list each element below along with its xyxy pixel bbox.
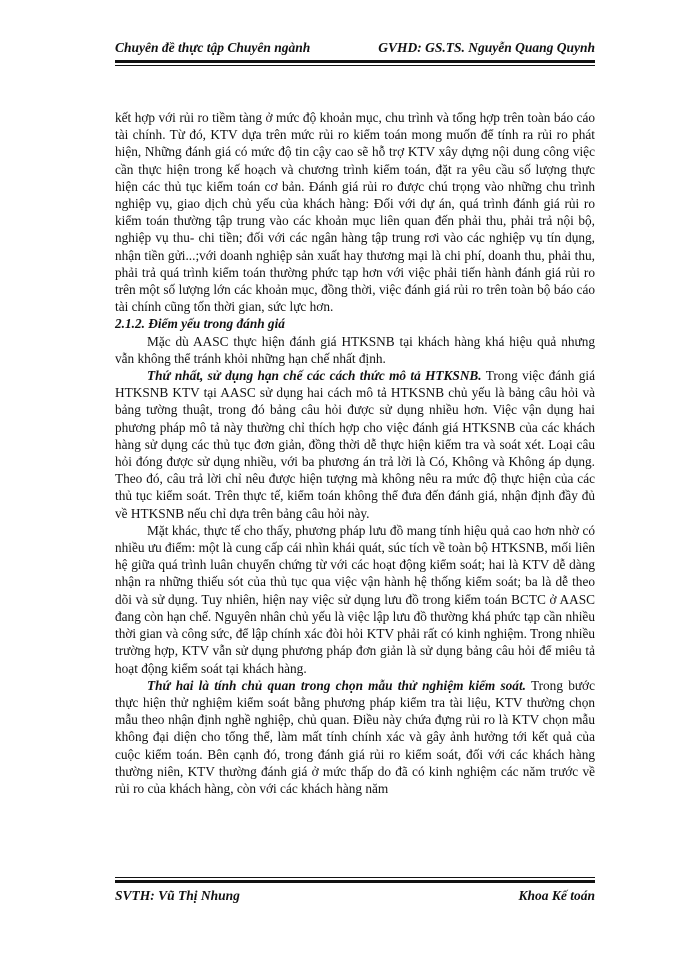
section-heading: 2.1.2. Điểm yếu trong đánh giá bbox=[115, 316, 285, 332]
header-title: Chuyên đề thực tập Chuyên ngành bbox=[115, 40, 311, 55]
paragraph-5-text: Trong bước thực hiện thử nghiệm kiểm soát bằng phương pháp kiểm tra tài liệu, KTV thường chọn mẫu theo nhận định nghề nghiệp, chủ quan. Điều này chứa đựng rủi ro là KTV chọn mẫu không đại diện cho tổng thể, làm mất tính chính xác và gây ảnh hưởng tới kết quả của cuộc kiểm toán. Bên cạnh đó, trong đánh giá rủi ro kiểm soát, đối với các khách hàng thường niên, KTV thường đánh giá ở mức thấp do đã có kinh nghiệm các năm trước về rủi ro của khách hàng, còn với các khách hàng năm bbox=[115, 677, 595, 796]
header-rule-thin bbox=[115, 65, 595, 66]
page-header bbox=[115, 40, 595, 62]
body-paragraph-4: Mặt khác, thực tế cho thấy, phương pháp lưu đồ mang tính hiệu quả cao hơn nhờ có nhiều ưu điểm: một là cung cấp cái nhìn khái quát, súc tích về toàn bộ HTKSNB, mối liên hệ giữa quá trình luân chuyển chứng từ với các hoạt động kiểm soát; hai là KTV dễ dàng nhận ra những thiếu sót của thủ tục qua việc vận hành hệ thống kiểm soát; ba là dễ theo dõi và sử dụng. Tuy nhiên, hiện nay việc sử dụng lưu đồ trong kiểm toán BCTC ở AASC đang còn hạn chế. Nguyên nhân chủ yếu là việc lập lưu đồ thường khá phức tạp cần nhiều thời gian và công sức, để lập chính xác đòi hỏi KTV phải rất có kinh nghiệm. Trong nhiều trường hợp, KTV vẫn sử dụng phương pháp đơn giản là sử dụng bảng câu hỏi để miêu tả hoạt động kiểm soát tại khách hàng. bbox=[115, 522, 595, 676]
footer-student: SVTH: Vũ Thị Nhung bbox=[115, 888, 240, 903]
body-paragraph-3 bbox=[115, 367, 595, 522]
footer-department: Khoa Kế toán bbox=[518, 888, 595, 903]
body-paragraph-2: Mặc dù AASC thực hiện đánh giá HTKSNB tại khách hàng khá hiệu quả nhưng vẫn không thể tránh khỏi những hạn chế nhất định. bbox=[115, 333, 595, 366]
paragraph-5-lead: Thứ hai là tính chủ quan trong chọn mẫu thử nghiệm kiểm soát. bbox=[147, 677, 526, 693]
header-advisor: GVHD: GS.TS. Nguyễn Quang Quynh bbox=[378, 40, 595, 55]
paragraph-3-text: Trong việc đánh giá HTKSNB KTV tại AASC sử dụng hai cách mô tả HTKSNB chủ yếu là bảng câu hỏi và bảng tường thuật, trong đó bảng câu hỏi được sử dụng nhiều hơn. Việc vận dụng hai phương pháp mô tả này thường chỉ thích hợp cho việc đánh giá HTKSNB của các khách hàng sử dụng các thủ tục đơn giản, đồng thời dễ thực hiện kiểm tra và soát xét. Loại câu hỏi đóng được sử dụng nhiều, với ba phương án trả lời là Có, Không và Không áp dụng. Theo đó, câu trả lời chỉ nêu được hiện tượng mà không nêu ra mức độ thực hiện của các thủ tục kiểm soát. Trên thực tế, kiểm toán không thể đưa đến đánh giá, nhận định đầy đủ về HTKSNB nếu chỉ dựa trên bảng câu hỏi này. bbox=[115, 368, 595, 521]
footer-rule-thick bbox=[115, 880, 595, 883]
document-body bbox=[115, 109, 595, 797]
paragraph-3-lead: Thứ nhất, sử dụng hạn chế các cách thức mô tả HTKSNB. bbox=[147, 368, 482, 384]
body-paragraph-1: kết hợp với rủi ro tiềm tàng ở mức độ khoản mục, chu trình và tổng hợp trên toàn báo cáo tài chính. Từ đó, KTV dựa trên mức rủi ro kiểm toán mong muốn để tính ra rủi ro phát hiện, Những đánh giá có mức độ tin cậy cao sẽ hỗ trợ KTV xây dựng nội dung công việc cần thực hiện trong kế hoạch và chương trình kiểm toán, đặt ra yêu cầu số lượng thực hiện các thủ tục kiểm toán cơ bản. Đánh giá rủi ro được chú trọng vào những chu trình nghiệp vụ, giao dịch chủ yếu của khách hàng: Đối với dự án, quá trình đánh giá rủi ro kiểm toán thường tập trung vào các khoản mục liên quan đến phải thu, phải trả nội bộ, nghiệp vụ thu- chi tiền; đối với các ngân hàng tập trung rơi vào các nghiệp vụ tín dụng, nhận tiền gửi...;với doanh nghiệp sản xuất hay thương mại là chi phí, doanh thu, phải thu, phải trả quá trình kiểm toán thường phức tạp hơn với việc phải tiến hành đánh giá rủi ro trên một số lượng lớn các khoản mục, đồng thời, việc đánh giá rủi ro trên toàn bộ báo cáo tài chính cũng tốn thời gian, sức lực hơn. bbox=[115, 110, 595, 315]
body-paragraph-5 bbox=[115, 677, 595, 797]
header-rule-thick bbox=[115, 60, 595, 63]
footer-rule-thin bbox=[115, 877, 595, 878]
page-footer bbox=[115, 888, 595, 910]
